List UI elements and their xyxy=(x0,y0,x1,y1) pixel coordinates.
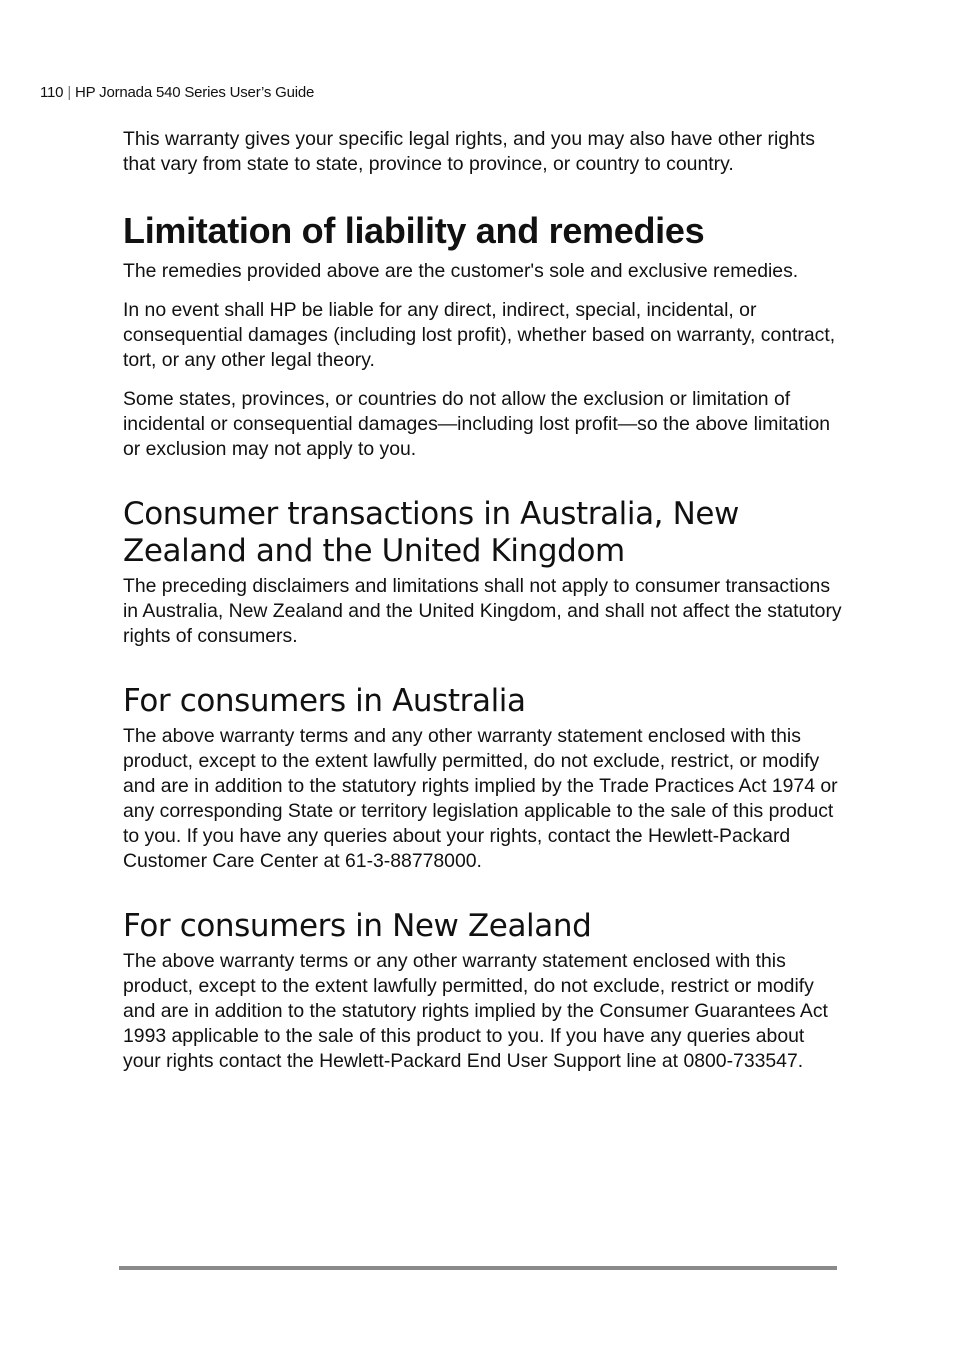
consumer-transactions-heading: Consumer transactions in Australia, New Zealand and the United Kingdom xyxy=(123,496,740,569)
intro-paragraph: This warranty gives your specific legal rights, and you may also have other rights that vary from state to state, province to province, or country to country. xyxy=(123,128,815,175)
header-separator: | xyxy=(67,84,72,101)
page-header xyxy=(40,83,314,103)
limitation-paragraph-2: In no event shall HP be liable for any direct, indirect, special, incidental, or consequential damages (including lost profit), whether based on warranty, contract, tort, or any other legal theory. xyxy=(123,299,836,371)
australia-paragraph: The above warranty terms and any other warranty statement enclosed with this product, except to the extent lawfully permitted, do not exclude, restrict, or modify and are in addition to the statutory rights implied by the Trade Practices Act 1974 or any corresponding State or territory legislation applicable to the sale of this product to you. If you have any queries about your rights, contact the Hewlett-Packard Customer Care Center at 61-3-88778000. xyxy=(123,725,838,872)
limitation-paragraph-3: Some states, provinces, or countries do not allow the exclusion or limitation of incidental or consequential damages—including lost profit—so the above limitation or exclusion may not apply to you. xyxy=(123,388,831,460)
page-number: 110 xyxy=(40,84,64,101)
new-zealand-paragraph: The above warranty terms or any other warranty statement enclosed with this product, except to the extent lawfully permitted, do not exclude, restrict or modify and are in addition to the statutory rights implied by the Consumer Guarantees Act 1993 applicable to the sale of this product to you. If you have any queries about your rights contact the Hewlett-Packard End User Support line at 0800-733547. xyxy=(123,950,828,1072)
limitation-heading: Limitation of liability and remedies xyxy=(123,210,705,251)
new-zealand-heading: For consumers in New Zealand xyxy=(123,908,592,944)
book-title: HP Jornada 540 Series User’s Guide xyxy=(75,84,315,101)
footer-divider xyxy=(119,1266,837,1270)
limitation-paragraph-1: The remedies provided above are the customer's sole and exclusive remedies. xyxy=(123,260,799,282)
australia-heading: For consumers in Australia xyxy=(123,683,526,719)
page-content xyxy=(123,127,843,1074)
consumer-transactions-paragraph: The preceding disclaimers and limitations shall not apply to consumer transactions in Australia, New Zealand and the United Kingdom, and shall not affect the statutory rights of consumers. xyxy=(123,575,842,647)
